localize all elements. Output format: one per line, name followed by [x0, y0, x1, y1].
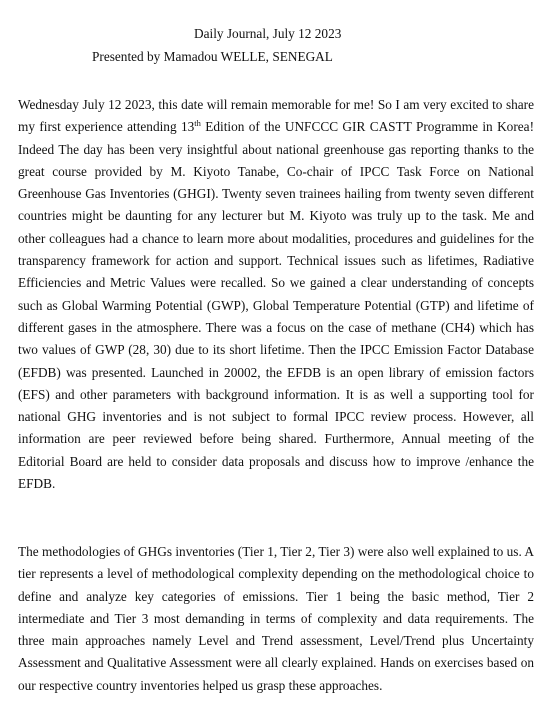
document-title: Daily Journal, July 12 2023: [194, 26, 342, 41]
presenter-line: Presented by Mamadou WELLE, SENEGAL: [92, 49, 333, 64]
paragraph-1-text-start: Wednesday July 12 2023, this date will remain memorable for me! So I am very excited to share my first experience attending 13: [18, 97, 534, 135]
ordinal-superscript: th: [194, 118, 201, 129]
paragraph-1-text-rest: Edition of the UNFCCC GIR CASTT Programme in Korea! Indeed The day has been very insightful about national greenhouse gas reporting thanks to the great course provided by M. Kiyoto Tanabe, Co-chair of IPCC Task Force on National Greenhouse Gas Inventories (GHGI). Twenty seven trainees hailing from twenty seven different countries might be daunting for any lecturer but M. Kiyoto was truly up to the task. Me and other colleagues had a chance to learn more about modalities, procedures and guidelines for the transparency framework for action and support. Technical issues such as lifetimes, Radiative Efficiencies and Metric Values were recalled. So we gained a clear understanding of concepts such as Global Warming Potential (GWP), Global Temperature Potential (GTP) and lifetime of different gases in the atmosphere. There was a focus on the case of methane (CH4) which has two values of GWP (28, 30) due to its short lifetime. Then the IPCC Emission Factor Database (EFDB) was presented. Launched in 20002, the EFDB is an open library of emission factors (EFS) and other parameters with background information. It is as well a supporting tool for national GHG inventories and is not subject to formal IPCC review process. However, all information are peer reviewed before being shared. Furthermore, Annual meeting of the Editorial Board are held to consider data proposals and discuss how to improve /enhance the EFDB.: [18, 119, 534, 492]
journal-paragraph-1: [18, 94, 534, 495]
journal-paragraph-2: The methodologies of GHGs inventories (Tier 1, Tier 2, Tier 3) were also well explained to us. A tier represents a level of methodological complexity depending on the methodological choice to define and analyze key categories of emissions. Tier 1 being the basic method, Tier 2 intermediate and Tier 3 most demanding in terms of complexity and data requirements. The three main approaches namely Level and Trend assessment, Level/Trend plus Uncertainty Assessment and Qualitative Assessment were all clearly explained. Hands on exercises based on our respective country inventories helped us grasp these approaches.: [18, 544, 534, 693]
